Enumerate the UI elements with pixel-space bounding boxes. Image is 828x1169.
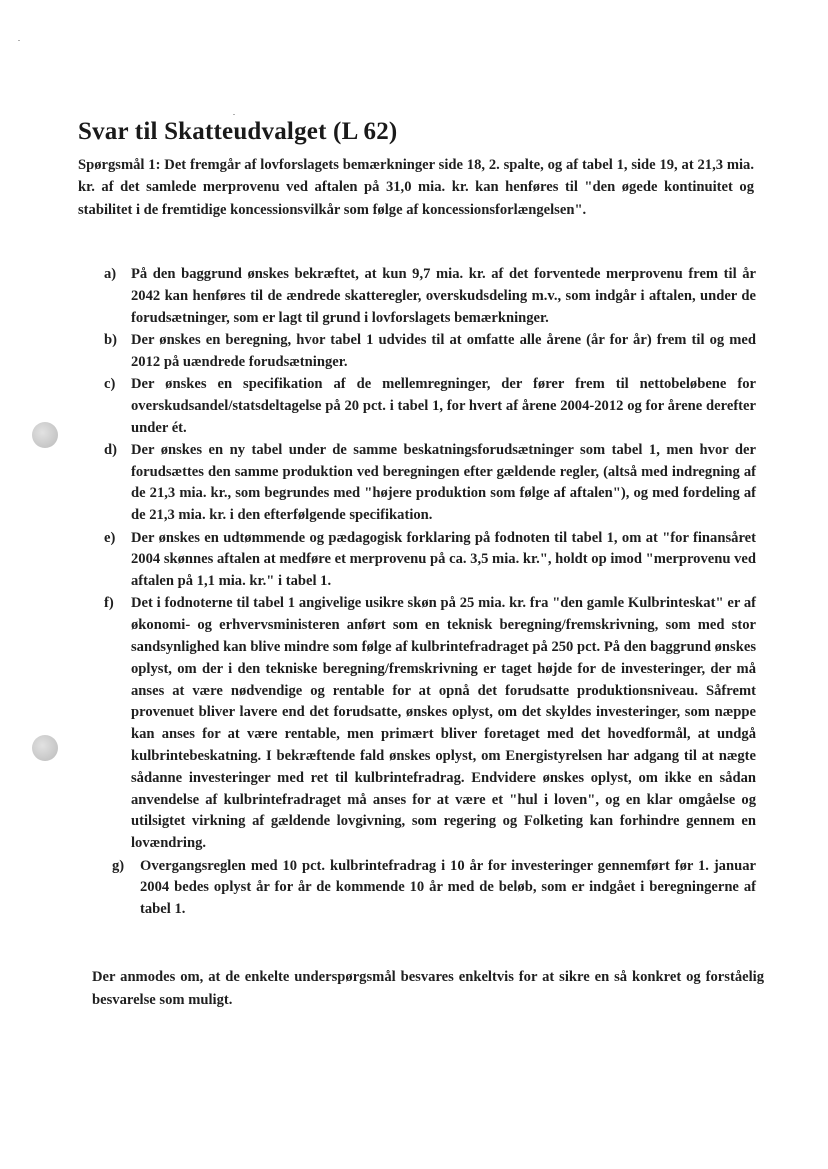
item-marker: f)	[104, 595, 114, 612]
scan-speck	[233, 114, 235, 115]
punch-hole	[32, 422, 58, 448]
item-marker: a)	[104, 266, 117, 282]
item-text: Det i fodnoterne til tabel 1 angivelige usikre skøn på 25 mia. kr. fra "den gamle Kulbrinteskat" er af økonomi- og erhvervsministeren anført som en teknisk beregning/fremskrivning, som med stor sandsynlighed kan blive mindre som følge af kulbrintefradraget på 250 pct. På den baggrund ønskes oplyst, om der i den tekniske beregning/fremskrivning er taget højde for de investeringer, der må anses at være nødvendige og rentable for at opnå det forudsatte produktionsniveau. Såfremt provenuet bliver lavere end det forudsatte, ønskes oplyst, om det skyldes investeringer, som næppe kan anses for at være rentable, men primært bliver foretaget med det hovedformål, at undgå kulbrintebeskatning. I bekræftende fald ønskes oplyst, om Energistyrelsen har adgang til at nægte sådanne investeringer med ret til kulbrintefradrag. Endvidere ønskes oplyst, om ikke en sådan anvendelse af kulbrintefradraget må anses for at være et "hul i loven", og en klar omgåelse og utilsigtet virkning af gældende lovgivning, som regering og Folketing kan forhindre gennem en lovændring.	[131, 595, 756, 852]
item-marker: g)	[112, 857, 125, 874]
list-item	[104, 374, 756, 439]
item-marker: d)	[104, 441, 117, 458]
list-item	[104, 528, 756, 593]
closing-paragraph: Der anmodes om, at de enkelte underspørgsmål besvares enkeltvis for at sikre en så konkret og forståelig besvarelse som muligt.	[92, 969, 764, 1008]
list-item	[104, 440, 756, 527]
question-text: Spørgsmål 1: Det fremgår af lovforslagets bemærkninger side 18, 2. spalte, og af tabel 1, side 19, at 21,3 mia. kr. af det samlede merprovenu ved aftalen på 31,0 mia. kr. kan henføres til "den øgede kontinuitet og stabilitet i de fremtidige koncessionsvilkår som følge af koncessionsforlængelsen".	[78, 157, 754, 218]
scan-speck	[18, 40, 20, 41]
item-text: Der ønskes en udtømmende og pædagogisk forklaring på fodnoten til tabel 1, om at "for finansåret 2004 skønnes aftalen at medføre et merprovenu på ca. 3,5 mia. kr.", holdt op imod "merprovenu ved aftalen på 1,1 mia. kr." i tabel 1.	[131, 529, 756, 590]
list-item	[104, 264, 756, 329]
item-text: Der ønskes en specifikation af de mellemregninger, der fører frem til nettobeløbene for overskudsandel/statsdeltagelse på 20 pct. i tabel 1, for hvert af årene 2004-2012 og for årene derefter under ét.	[131, 375, 756, 436]
list-item	[112, 856, 756, 921]
list-item	[104, 593, 756, 855]
list-item	[104, 330, 756, 374]
item-marker: c)	[104, 375, 116, 392]
item-marker: b)	[104, 331, 117, 348]
sub-question-list	[104, 264, 756, 921]
item-text: Overgangsreglen med 10 pct. kulbrintefradrag i 10 år for investeringer gennemført før 1. januar 2004 bedes oplyst år for år de kommende 10 år med de beløb, som er indgået i beregningerne af tabel 1.	[140, 857, 756, 918]
item-marker: e)	[104, 529, 116, 546]
item-text: På den baggrund ønskes bekræftet, at kun 9,7 mia. kr. af det forventede merprovenu frem til år 2042 kan henføres til de ændrede skatteregler, overskudsdeling m.v., som indgår i aftalen, under de forudsætninger, som er lagt til grund i lovforslagets bemærkninger.	[131, 266, 756, 326]
item-text: Der ønskes en beregning, hvor tabel 1 udvides til at omfatte alle årene (år for år) frem til og med 2012 på uændrede forudsætninger.	[131, 331, 756, 370]
page-title: Svar til Skatteudvalget (L 62)	[78, 118, 398, 145]
item-text: Der ønskes en ny tabel under de samme beskatningsforudsætninger som tabel 1, men hvor der forudsættes den samme produktion ved beregningen efter gældende regler, (altså med indregning af de 21,3 mia. kr., som begrundes med "højere produktion som følge af aftalen"), og med fordeling af de 21,3 mia. kr. i den efterfølgende specifikation.	[131, 441, 756, 524]
punch-hole	[32, 735, 58, 761]
